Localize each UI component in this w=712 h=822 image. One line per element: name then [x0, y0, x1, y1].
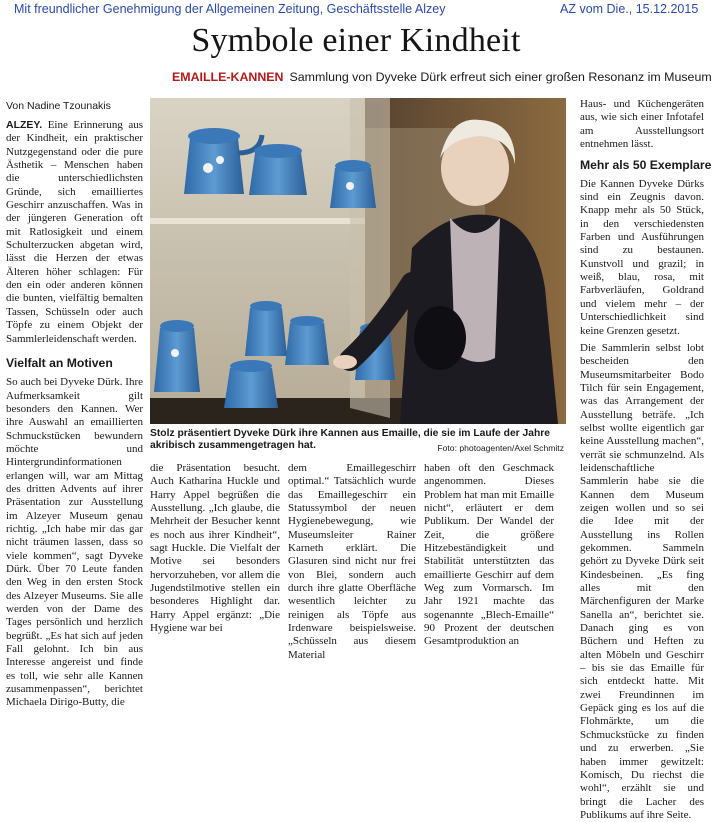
article-column-5: [580, 98, 712, 822]
col5-paragraph-3: Die Sammlerin selbst lobt bescheiden den Museumsmitarbeiter Bodo Tilch für sein Engagement, was das Arrangement der Ausstellung beträfe. „Ich selbst wollte eigentlich gar keine Ausstellung machen“, verrät sie schmunzelnd. Als leidenschaftliche Sammlerin habe sie die Kannen dem Museum zeigen wollen und so sei die Idee mit der Ausstellung ins Rollen gekommen. Sammeln gehört zu Dyveke Dürk seit Kindesbeinen. „Es fing alles mit den Märchenfiguren der Marke Sanella an“, berichtet sie. Danach ging es von Büchern und Heften zu alten Möbeln und Geschirr – bis sie das Emaille für sich entdeckt hatte. Mit zwei Freundinnen im Gepäck ging es los auf die Flohmärkte, um die Schmuckstücke zu finden und zu erwerben. „Sie haben immer gewitzelt: Komisch, Du riechst die wohl“, erzählt sie und bringt die Lacher des Publikums auf ihre Seite.: [580, 341, 704, 821]
article-column-4: [424, 462, 554, 649]
enamel-kettle-bottom-3: [285, 316, 329, 365]
enamel-kettle-top-3: [330, 160, 376, 208]
col1-paragraph-1: Eine Erinnerung aus der Kindheit, ein praktischer Nutzgegenstand oder die pure Ästhetik – Menschen haben die unterschiedlichsten Gründe, sich emailliertes Geschirr anzuschaffen. Was in der jüngeren Generation oft mit Ratlosigkeit und einem Schulterzucken abgetan wird, lässt die Herzen der etwas Älteren höher schlagen: Für den ein oder anderen können die bunten, vielfältig bemalten Tassen, Schüsseln oder auch Töpfe zu einem Objekt der Sammlerleidenschaft werden.: [6, 119, 144, 345]
enamel-kettle-bottom-2: [245, 301, 287, 356]
article-subheadline: Sammlung von Dyveke Dürk erfreut sich einer großen Resonanz im Museum: [289, 70, 712, 84]
photo-caption: Stolz präsentiert Dyveke Dürk ihre Kannen aus Emaille, die sie im Laufe der Jahre akribisch zusammengetragen hat.: [150, 428, 551, 452]
article-author: Von Nadine Tzounakis: [6, 100, 111, 112]
article-column-1: [6, 119, 143, 710]
col5-paragraph-2: Die Kannen Dyveke Dürks sind ein Zeugnis davon. Knapp mehr als 50 Stück, in den verschiedensten Farben und Ausführungen sind zu bestaunen. Kunstvoll und grazil; in weiß, blau, rosa, mit Farbverläufen, Goldrand und vielem mehr – der Unterschiedlichkeit sind keine Grenzen gesetzt.: [580, 177, 704, 337]
col4-paragraph-1: haben oft den Geschmack angenommen. Dieses Problem hat man mit Emaille nicht“, erläutert er dem Publikum. Der Wandel der Zeit, die größere Hitzebeständigkeit und Stabilität unterstützten das emaillierte Geschirr auf dem Weg zum Vormarsch. Im Jahr 1921 machte das sogenannte „Blech-Emaille“ 90 Prozent der deutschen Gesamtproduktion an: [424, 462, 554, 648]
subhead-vielfalt: Vielfalt an Motiven: [6, 355, 113, 370]
dateline: ALZEY.: [6, 119, 43, 131]
article-column-3: [288, 462, 416, 662]
article-column-2: [150, 462, 280, 635]
article-kicker: EMAILLE-KANNEN: [172, 70, 284, 84]
enamel-kettle-bottom-1: [154, 320, 200, 392]
col3-paragraph-1: dem Emaillegeschirr optimal.“ Tatsächlich wurde das Emaillegeschirr ein Statussymbol der neuen Hygienebewegung, wie Museumsleiter Rainer Karneth erklärt. Die Glasuren sind nicht nur frei von Blei, sondern auch durch ihre glatte Oberfläche wesentlich leichter zu reinigen als Töpfe aus Irdenware beispielsweise. „Schüsseln aus diesem Material: [288, 462, 416, 661]
photo-credit: Foto: photoagenten/Axel Schmitz: [437, 443, 564, 453]
photo-illustration: [150, 98, 566, 424]
article-photo: [150, 98, 566, 424]
col5-paragraph-1: Haus- und Küchengeräten aus, wie sich einer Infotafel am Ausstellungsort entnehmen lässt.: [580, 98, 704, 151]
subhead-mehr-als-50: Mehr als 50 Exemplare: [580, 158, 712, 173]
article-headline: Symbole einer Kindheit: [191, 22, 521, 59]
enamel-kettle-top-2: [249, 144, 307, 195]
col1-paragraph-2: So auch bei Dyveke Dürk. Ihre Aufmerksamkeit gilt besonders den Kannen. Wer ihre Auswahl an emaillierten Schmuckstücken bewundern möchte und Hintergrundinformationen erlangen will, war am Mittag des dritten Advents auf ihrer Präsentation zur Ausstellung im Alzeyer Museum genau richtig. „Ich habe mir das gar nicht träumen lassen, dass so viele kommen“, sagt Dyveke Dürk. Über 70 Leute fanden den Weg in den ersten Stock des Alzeyer Museums. Sie alle werden von der Dame des Tages persönlich und herzlich begrüßt. „Es hat sich auf jeden Fall gelohnt. Ich bin aus Interesse angereist und finde es toll, wie sehr alle Kannen zusammenpassen“, berichtet Michaela Dirigo-Butty, die: [6, 376, 143, 709]
enamel-kettle-bottom-4: [224, 360, 278, 408]
col2-paragraph-1: die Präsentation besucht. Auch Katharina Huckle und Harry Appel begrüßen die Ausstellung. „Ich glaube, die Mehrheit der Besucher kennt es noch aus ihrer Kindheit“, sagt Huckle. Die Vielfalt der Motive sei besonders hervorzuheben, vor allem die Jugendstilmotive stellen ein besonderes Highlight dar. Harry Appel ergänzt: „Die Hygiene war bei: [150, 462, 280, 635]
newspaper-date: AZ vom Die., 15.12.2015: [560, 2, 699, 16]
newspaper-credit-line: Mit freundlicher Genehmigung der Allgemeinen Zeitung, Geschäftsstelle Alzey: [14, 2, 446, 16]
article-subheadline-row: [172, 70, 712, 84]
